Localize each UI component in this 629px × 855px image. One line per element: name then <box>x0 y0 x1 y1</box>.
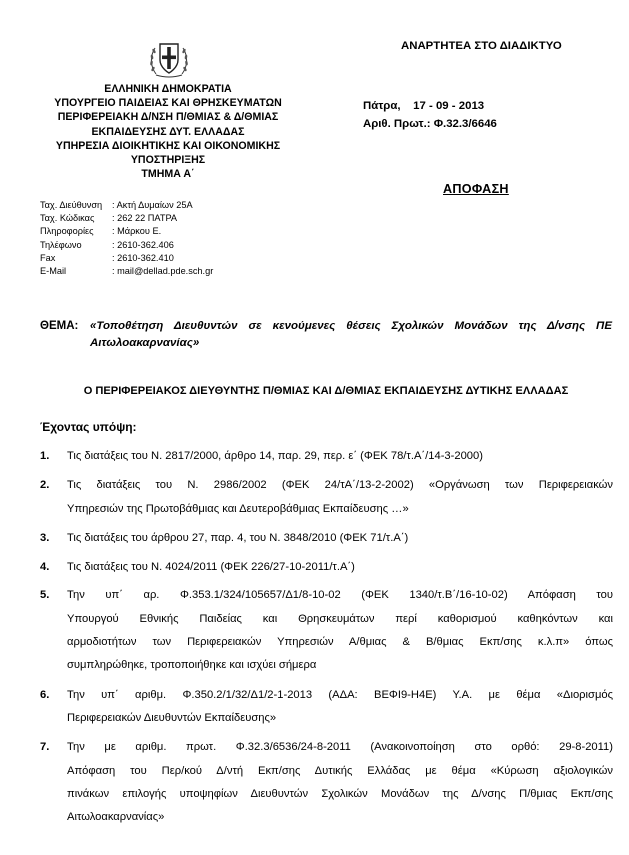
ministry-line: ΤΜΗΜΑ Α΄ <box>141 168 195 181</box>
list-item-line: Περιφερειακών Διευθυντών Εκπαίδευσης» <box>67 711 277 724</box>
list-item-number: 6. <box>40 688 50 701</box>
list-item-line: Την με αριθμ. πρωτ. Φ.32.3/6536/24-8-2011 (Ανακοινοποίηση στο ορθό: 29-8-2011) <box>67 741 613 754</box>
list-item-line: Αιτωλοακαρνανίας» <box>67 811 165 824</box>
contact-value: : 2610-362.406 <box>112 239 174 250</box>
place-date: Πάτρα, 17 - 09 - 2013 <box>363 100 485 112</box>
contact-value: : Ακτή Δυμαίων 25Α <box>112 200 193 210</box>
ministry-line: ΥΠΟΣΤΗΡΙΞΗΣ <box>130 154 206 167</box>
list-item-number: 7. <box>40 741 50 754</box>
list-item-number: 5. <box>40 589 50 602</box>
ministry-line: ΕΛΛΗΝΙΚΗ ΔΗΜΟΚΡΑΤΙΑ <box>104 83 232 95</box>
issuer-heading: Ο ΠΕΡΙΦΕΡΕΙΑΚΟΣ ΔΙΕΥΘΥΝΤΗΣ Π/ΘΜΙΑΣ ΚΑΙ Δ/ΘΜΙΑΣ ΕΚΠΑΙΔΕΥΣΗΣ ΔΥΤΙΚΗΣ ΕΛΛΑΔΑΣ <box>83 385 569 397</box>
list-item-number: 3. <box>40 531 50 544</box>
greek-coat-of-arms-icon <box>146 38 192 80</box>
list-item-number: 1. <box>40 450 50 462</box>
list-item <box>40 584 613 677</box>
protocol-number: Αριθ. Πρωτ.: Φ.32.3/6646 <box>363 118 497 130</box>
list-item-line: πινάκων επιλογής υποψηφίων Διευθυντών Σχολικών Μονάδων της Δ/νσης Π/θμιας Εκπ/σης <box>67 787 613 800</box>
contact-label: E-Mail <box>40 265 67 276</box>
contact-label: Fax <box>40 252 56 263</box>
contact-value: : 262 22 ΠΑΤΡΑ <box>112 213 178 224</box>
subject-text-line: Αιτωλοακαρνανίας» <box>90 337 200 349</box>
list-item-line: Τις διατάξεις του Ν. 4024/2011 (ΦΕΚ 226/27-10-2011/τ.Α΄) <box>67 561 355 574</box>
contact-value: : Μάρκου Ε. <box>112 226 162 237</box>
contact-value: : mail@dellad.pde.sch.gr <box>112 265 214 276</box>
subject-label: ΘΕΜΑ: <box>40 320 79 332</box>
list-item-line: συμπληρώθηκε, τροποποιήθηκε και ισχύει σήμερα <box>67 659 317 672</box>
considerations-list <box>40 445 613 829</box>
list-item-line: Τις διατάξεις του άρθρου 27, παρ. 4, του Ν. 3848/2010 (ΦΕΚ 71/τ.Α΄) <box>67 531 409 544</box>
list-item <box>40 474 613 521</box>
publish-notice: ΑΝΑΡΤΗΤΕΑ ΣΤΟ ΔΙΑΔΙΚΤΥΟ <box>401 40 562 52</box>
list-item-line: Υπουργού Εθνικής Παιδείας και Θρησκευμάτων περί καθορισμού καθηκόντων και <box>67 612 613 625</box>
list-item-line: Υπηρεσιών της Πρωτοβάθμιας και Δευτεροβάθμιας Εκπαίδευσης …» <box>67 502 409 515</box>
contact-label: Τηλέφωνο <box>40 239 82 250</box>
list-item <box>40 445 613 468</box>
contact-label: Πληροφορίες <box>40 226 94 237</box>
list-item-line: αρμοδιοτήτων των Περιφερειακών Υπηρεσιών Α/θμιας & Β/θμιας Εκπ/σης κ.λ.π» όπως <box>67 636 613 649</box>
ministry-line: ΥΠΗΡΕΣΙΑ ΔΙΟΙΚΗΤΙΚΗΣ ΚΑΙ ΟΙΚΟΝΟΜΙΚΗΣ <box>55 139 281 152</box>
ministry-line: ΕΚΠΑΙΔΕΥΣΗΣ ΔΥΤ. ΕΛΛΑΔΑΣ <box>91 125 245 138</box>
list-item-number: 2. <box>40 479 50 492</box>
ministry-line: ΥΠΟΥΡΓΕΙΟ ΠΑΙΔΕΙΑΣ ΚΑΙ ΘΡΗΣΚΕΥΜΑΤΩΝ <box>54 97 282 110</box>
ministry-header <box>40 82 296 181</box>
list-item <box>40 684 613 731</box>
decision-title: ΑΠΟΦΑΣΗ <box>443 182 509 196</box>
list-item-line: Απόφαση του Περ/κού Δ/ντή Εκπ/σης Δυτικής Ελλάδας με θέμα «Κύρωση αξιολογικών <box>67 764 613 777</box>
list-item-line: Τις διατάξεις του Ν. 2986/2002 (ΦΕΚ 24/τΑ΄/13-2-2002) «Οργάνωση των Περιφερειακών <box>67 479 613 492</box>
considering-heading: Έχοντας υπόψη: <box>40 420 137 434</box>
list-item <box>40 736 613 829</box>
contact-label: Ταχ. Διεύθυνση <box>40 200 103 210</box>
contact-label: Ταχ. Κώδικας <box>40 213 95 224</box>
subject-block <box>40 318 612 352</box>
list-item <box>40 527 613 550</box>
list-item <box>40 556 613 579</box>
list-item-line: Τις διατάξεις του Ν. 2817/2000, άρθρο 14, παρ. 29, περ. ε΄ (ΦΕΚ 78/τ.Α΄/14-3-2000) <box>67 450 483 462</box>
subject-text-line: «Τοποθέτηση Διευθυντών σε κενούμενες θέσεις Σχολικών Μονάδων της Δ/νσης ΠΕ <box>90 320 612 332</box>
list-item-number: 4. <box>40 561 50 574</box>
list-item-line: Την υπ΄ αριθμ. Φ.350.2/1/32/Δ1/2-1-2013 (ΑΔΑ: ΒΕΦΙ9-Η4Ε) Υ.Α. με θέμα «Διορισμός <box>67 688 613 701</box>
contact-value: : 2610-362.410 <box>112 252 174 263</box>
list-item-line: Την υπ΄ αρ. Φ.353.1/324/105657/Δ1/8-10-02 (ΦΕΚ 1340/τ.Β΄/16-10-02) Απόφαση του <box>67 589 613 602</box>
ministry-line: ΠΕΡΙΦΕΡΕΙΑΚΗ Δ/ΝΣΗ Π/ΘΜΙΑΣ & Δ/ΘΜΙΑΣ <box>57 111 279 124</box>
